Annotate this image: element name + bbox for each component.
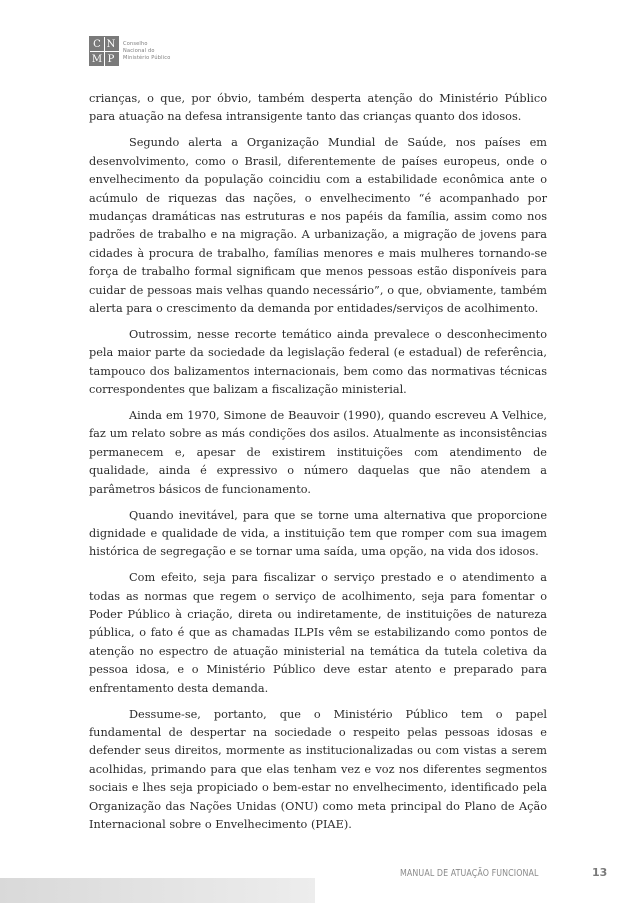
paragraph: crianças, o que, por óbvio, também desperta atenção do Ministério Público para atuação na defesa intransigente tanto das crianças quanto dos idosos. [89,92,547,124]
paragraph: Segundo alerta a Organização Mundial de Saúde, nos países em desenvolvimento, como o Brasil, diferentemente de países europeus, onde o envelhecimento da população coincidiu com a estabilidade econômica ante o acúmulo de riquezas das nações, o envelhecimento “é acompanhado por mudanças dramáticas nas estruturas e nos papéis da família, assim como nos padrões de trabalho e na migração. A urbanização, a migração de jovens para cidades à procura de trabalho, famílias menores e mais mulheres tornando-se força de trabalho formal significam que menos pessoas estão disponíveis para cuidar de pessoas mais velhas quando necessário”, o que, obviamente, também alerta para o crescimento da demanda por entidades/serviços de acolhimento. [89,136,547,315]
footer-bar [0,878,315,903]
logo-letter-c: C [93,39,101,50]
logo-text [123,41,170,62]
logo-text-line: Ministério Público [123,54,171,61]
paragraph: Outrossim, nesse recorte temático ainda prevalece o desconhecimento pela maior parte da sociedade da legislação federal (e estadual) de referência, tampouco dos balizamentos internacionais, bem como das normativas técnicas correspondentes que balizam a fiscalização ministerial. [89,327,547,397]
paragraph: Dessume-se, portanto, que o Ministério Público tem o papel fundamental de despertar na sociedade o respeito pelas pessoas idosas e defender seus direitos, mormente as institucionalizadas ou com vistas a serem acolhidas, primando para que elas tenham vez e voz nos diferentes segmentos sociais e lhes seja propiciado o bem-estar no envelhecimento, identificado pela Organização das Nações Unidas (ONU) como meta principal do Plano de Ação Internacional sobre o Envelhecimento (PIAE). [89,707,547,832]
logo-text-line: Nacional do [123,47,155,54]
page-number: 13 [592,866,608,879]
logo-letter-n: N [106,39,116,50]
footer-title: MANUAL DE ATUAÇÃO FUNCIONAL [400,868,539,879]
paragraph: Ainda em 1970, Simone de Beauvoir (1990), quando escreveu A Velhice, faz um relato sobre as más condições dos asilos. Atualmente as inconsistências permanecem e, apesar de existirem instituições com atendimento de qualidade, ainda é expressivo o número daquelas que não atendem a parâmetros básicos de funcionamento. [89,409,547,496]
cnmp-logo-icon [89,36,119,66]
paragraph: Quando inevitável, para que se torne uma alternativa que proporcione dignidade e qualidade de vida, a instituição tem que romper com sua imagem histórica de segregação e se tornar uma saída, uma opção, na vida dos idosos. [89,508,547,559]
logo-letter-m: M [91,54,103,65]
document-body [89,90,547,842]
logo-letter-p: P [107,54,115,65]
paragraph: Com efeito, seja para fiscalizar o serviço prestado e o atendimento a todas as normas que regem o serviço de acolhimento, seja para fomentar o Poder Público à criação, direta ou indiretamente, de instituições de natureza pública, o fato é que as chamadas ILPIs vêm se estabilizando como pontos de atenção no espectro de atuação ministerial na temática da tutela coletiva da pessoa idosa, e o Ministério Público deve estar atento e preparado para enfrentamento desta demanda. [89,571,547,695]
logo-text-line: Conselho [123,40,148,47]
page-header [89,36,170,66]
